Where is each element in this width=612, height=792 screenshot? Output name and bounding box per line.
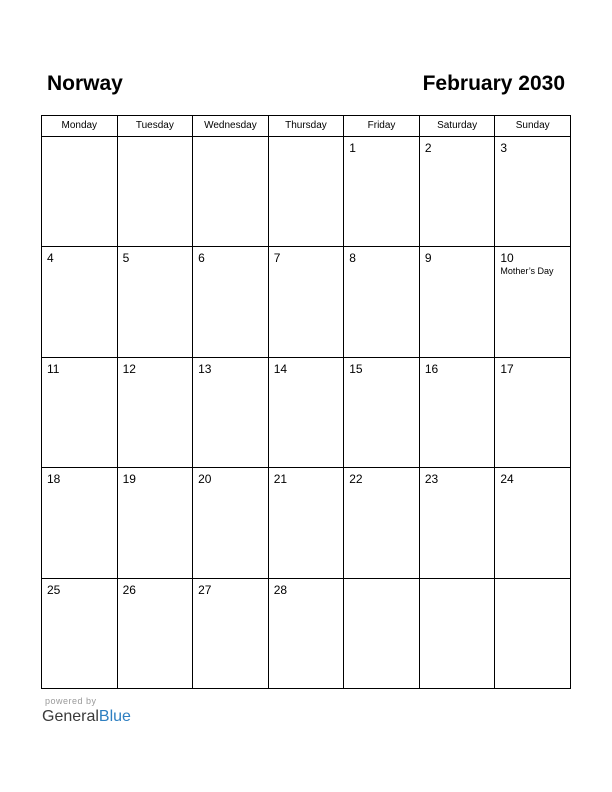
day-number xyxy=(495,579,570,583)
day-number: 27 xyxy=(198,582,212,597)
month-title: February 2030 xyxy=(422,72,565,95)
day-number: 21 xyxy=(273,472,288,487)
day-cell xyxy=(268,468,344,578)
day-number xyxy=(420,579,495,583)
day-cell xyxy=(117,247,193,357)
day-cell xyxy=(117,578,193,688)
weekday-header: Monday xyxy=(42,116,118,137)
day-cell xyxy=(117,137,193,247)
weekday-header: Tuesday xyxy=(117,116,193,137)
day-cell xyxy=(268,578,344,688)
day-cell xyxy=(419,357,495,467)
day-number: 14 xyxy=(273,361,288,376)
day-cell xyxy=(344,468,420,578)
weekday-header: Thursday xyxy=(268,116,344,137)
day-cell xyxy=(42,137,118,247)
day-number: 28 xyxy=(273,582,288,597)
day-cell xyxy=(419,578,495,688)
day-cell xyxy=(419,247,495,357)
day-number: 19 xyxy=(122,472,136,487)
day-cell xyxy=(495,137,571,247)
week-row xyxy=(42,137,571,247)
day-cell xyxy=(193,137,269,247)
day-number: 10 xyxy=(500,251,514,266)
day-number: 22 xyxy=(349,472,363,487)
day-number: 8 xyxy=(349,251,356,266)
powered-by-text: powered by xyxy=(45,696,97,706)
day-cell xyxy=(42,357,118,467)
day-number: 7 xyxy=(273,251,281,266)
day-number: 4 xyxy=(47,251,54,266)
day-cell xyxy=(193,247,269,357)
day-number: 5 xyxy=(122,251,130,266)
day-number: 6 xyxy=(198,251,205,266)
day-cell xyxy=(495,357,571,467)
day-cell xyxy=(344,137,420,247)
day-number: 16 xyxy=(424,361,439,376)
weekday-header: Wednesday xyxy=(193,116,269,137)
day-number: 20 xyxy=(198,472,212,487)
logo-blue-text: Blue xyxy=(98,708,131,725)
day-number: 24 xyxy=(500,472,514,487)
generalblue-footer xyxy=(42,696,131,727)
day-number: 11 xyxy=(47,361,60,376)
day-cell xyxy=(344,357,420,467)
day-cell xyxy=(193,468,269,578)
day-number xyxy=(344,579,419,583)
weekday-header: Saturday xyxy=(419,116,495,137)
day-number: 1 xyxy=(349,141,356,155)
day-cell xyxy=(117,468,193,578)
weekday-header: Sunday xyxy=(495,116,571,137)
week-row xyxy=(42,357,571,467)
day-cell xyxy=(117,357,193,467)
generalblue-logo[interactable] xyxy=(42,707,131,727)
day-cell xyxy=(268,137,344,247)
day-cell xyxy=(42,468,118,578)
day-cell xyxy=(344,578,420,688)
day-cell xyxy=(419,468,495,578)
day-number xyxy=(193,137,268,141)
day-number: 12 xyxy=(122,361,136,376)
calendar-grid xyxy=(41,115,571,689)
weekday-header: Friday xyxy=(344,116,420,137)
week-row xyxy=(42,578,571,688)
weekday-header-row xyxy=(42,116,571,137)
day-cell xyxy=(344,247,420,357)
logo-general-text: General xyxy=(42,708,99,725)
day-number: 13 xyxy=(198,361,212,376)
day-cell xyxy=(495,247,571,357)
day-number xyxy=(42,137,117,141)
day-cell xyxy=(268,247,344,357)
day-number: 9 xyxy=(424,251,432,266)
day-number: 23 xyxy=(424,472,439,487)
day-cell xyxy=(193,578,269,688)
day-cell xyxy=(495,468,571,578)
holiday-label: Mother’s Day xyxy=(500,266,554,277)
day-number: 25 xyxy=(47,582,61,597)
day-cell xyxy=(419,137,495,247)
day-number: 18 xyxy=(47,472,61,487)
day-cell xyxy=(268,357,344,467)
day-number: 15 xyxy=(349,361,363,376)
day-number: 26 xyxy=(122,582,136,597)
week-row xyxy=(42,247,571,357)
day-number xyxy=(269,137,344,141)
day-cell xyxy=(193,357,269,467)
day-number: 2 xyxy=(424,141,432,155)
day-number xyxy=(118,137,193,141)
day-cell xyxy=(42,578,118,688)
day-number: 17 xyxy=(500,361,514,376)
country-title: Norway xyxy=(47,72,123,95)
week-row xyxy=(42,468,571,578)
day-cell xyxy=(495,578,571,688)
day-cell xyxy=(42,247,118,357)
day-number: 3 xyxy=(500,141,508,155)
